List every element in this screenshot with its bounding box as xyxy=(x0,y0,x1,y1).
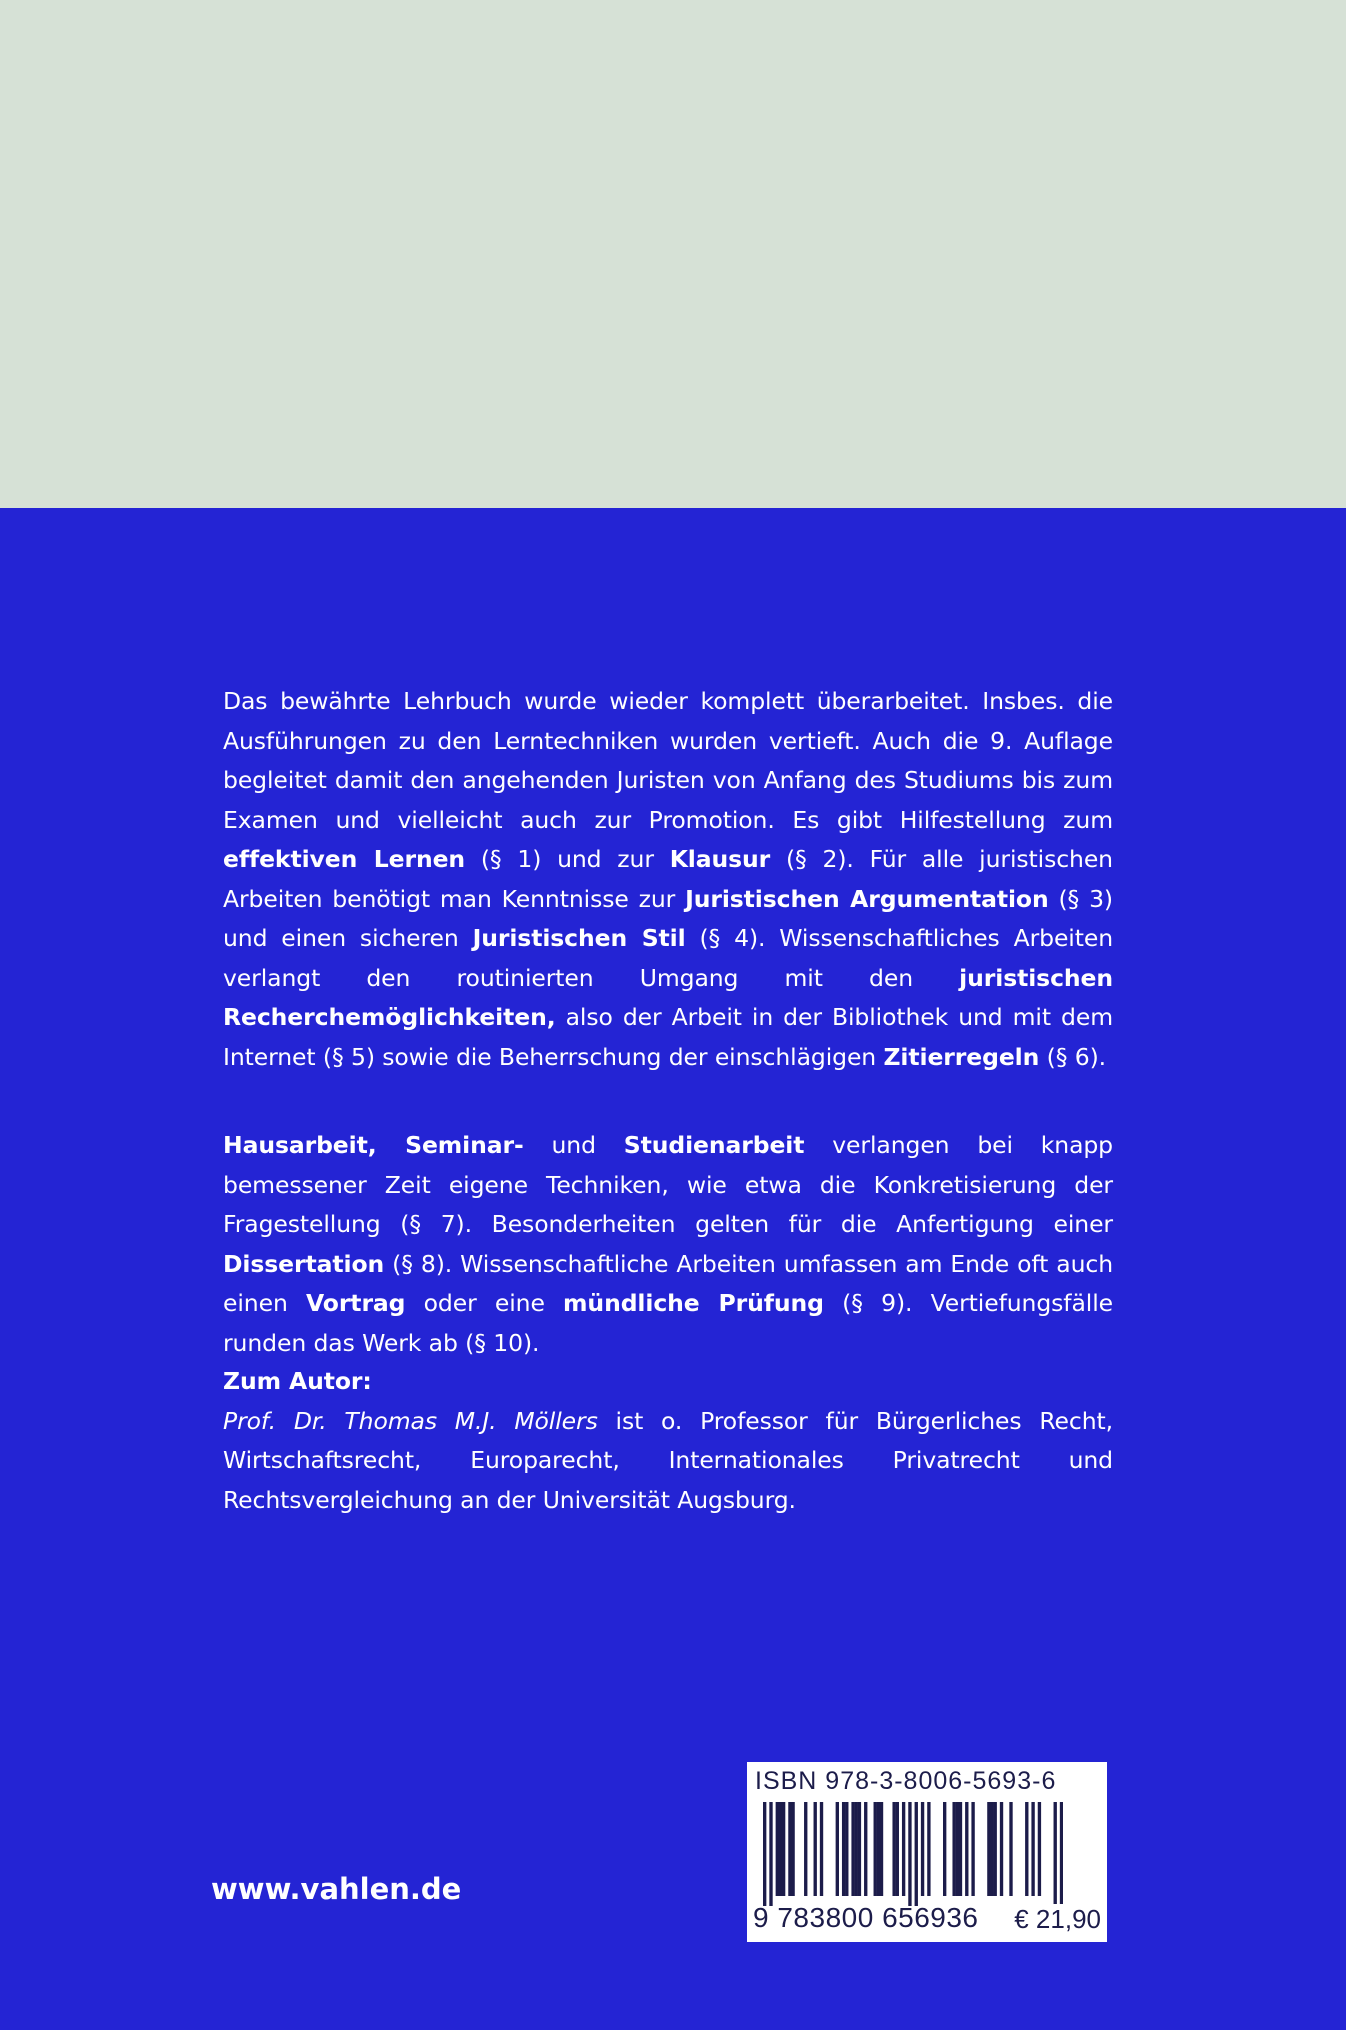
desc-bold-klausur: Klausur xyxy=(669,845,771,873)
barcode-bar xyxy=(971,1802,974,1896)
desc-text: Das bewährte Lehrbuch wurde wieder komplett überarbeitet. Insbes. die Ausführungen zu den Lerntechniken wurden vertieft. Auch die 9. Auflage begleitet damit den angehenden Juristen von Anfang des Studiums bis zum Examen und vielleicht auch zur Promotion. Es gibt Hilfestellung zum xyxy=(223,687,1113,834)
desc-text: also der Arbeit in der Bibliothek und mit dem Internet (§ 5) sowie die Beherrschung der einschlägigen xyxy=(223,1003,1113,1071)
author-section xyxy=(223,1362,1113,1520)
desc-text: oder eine xyxy=(405,1289,564,1317)
desc-bold-zitierregeln: Zitierregeln xyxy=(883,1042,1040,1071)
desc-bold-argumentation: Juristischen Argumentation xyxy=(685,884,1049,913)
barcode-bar xyxy=(921,1802,924,1896)
back-cover-panel xyxy=(0,508,1346,2030)
barcode-bar xyxy=(842,1802,845,1896)
description-paragraph-2 xyxy=(223,1126,1113,1363)
desc-text: (§ 9). Vertiefungsfälle runden das Werk ab (§ 10). xyxy=(223,1289,1113,1357)
barcode-bar xyxy=(1038,1802,1041,1896)
barcode-bar xyxy=(763,1802,766,1906)
barcode-bar xyxy=(769,1802,772,1906)
desc-text: (§ 6). xyxy=(1039,1042,1107,1071)
desc-bold-studienarbeit: Studienarbeit xyxy=(623,1131,805,1159)
isbn-label: ISBN 978-3-8006-5693-6 xyxy=(755,1767,1057,1795)
barcode-bar xyxy=(1060,1802,1063,1906)
desc-text: verlangen bei knapp bemessener Zeit eigene Techniken, wie etwa die Konkretisierung der Fragestellung (§ 7). Besonderheiten gelten für die Anfertigung einer xyxy=(223,1131,1113,1238)
desc-text: (§ 3) und einen sicheren xyxy=(223,884,1113,952)
author-heading: Zum Autor: xyxy=(223,1367,372,1395)
isbn-barcode xyxy=(747,1762,1107,1942)
barcode-bar xyxy=(990,1802,993,1896)
barcode-bar xyxy=(814,1802,817,1896)
barcode-bars xyxy=(763,1802,1063,1906)
barcode-bar xyxy=(782,1802,785,1896)
barcode-bar xyxy=(1031,1802,1034,1896)
barcode-bar xyxy=(851,1802,854,1896)
desc-bold-pruefung: mündliche Prüfung xyxy=(563,1289,824,1317)
desc-bold-vortrag: Vortrag xyxy=(305,1289,406,1317)
desc-text: (§ 4). Wissenschaftliches Arbeiten verlangt den routinierten Umgang mit den xyxy=(223,924,1114,992)
barcode-bar xyxy=(776,1802,779,1896)
barcode-bar xyxy=(845,1802,848,1896)
top-color-band xyxy=(0,0,1346,508)
barcode-bar xyxy=(892,1802,895,1896)
desc-bold-effektiven-lernen: effektiven Lernen xyxy=(223,845,466,873)
desc-text: (§ 1) und zur xyxy=(465,845,670,873)
barcode-bar xyxy=(915,1802,918,1906)
barcode-bar xyxy=(788,1802,791,1896)
desc-bold-dissertation: Dissertation xyxy=(223,1249,385,1278)
barcode-bar xyxy=(902,1802,905,1896)
barcode-bar xyxy=(858,1802,861,1896)
barcode-bar xyxy=(1000,1802,1003,1896)
barcode-bar xyxy=(880,1802,883,1896)
barcode-bar xyxy=(959,1802,962,1896)
barcode-bar xyxy=(864,1802,867,1896)
desc-bold-hausarbeit: Hausarbeit, Seminar- xyxy=(223,1131,524,1159)
author-name: Prof. Dr. Thomas M.J. Möllers xyxy=(223,1406,598,1435)
desc-text: (§ 8). Wissenschaftliche Arbeiten umfassen am Ende oft auch einen xyxy=(223,1249,1113,1317)
barcode-bar xyxy=(952,1802,955,1896)
barcode-bar xyxy=(791,1802,794,1896)
barcode-bar xyxy=(820,1802,823,1896)
barcode-bar xyxy=(836,1802,839,1896)
barcode-bar xyxy=(927,1802,930,1896)
barcode-bar xyxy=(908,1802,911,1906)
barcode-bar xyxy=(874,1802,877,1896)
author-bio: ist o. Professor für Bürgerliches Recht, Wirtschaftsrecht, Europarecht, Internationales Privatrecht und Rechtsvergleichung an der Universität Augsburg. xyxy=(223,1406,1113,1514)
desc-bold-stil: Juristischen Stil xyxy=(472,924,686,952)
barcode-bar xyxy=(855,1802,858,1896)
barcode-bar xyxy=(1009,1802,1012,1896)
desc-text: (§ 2). Für alle juristischen Arbeiten benötigt man Kenntnisse zur xyxy=(223,845,1113,913)
price-label: € 21,90 xyxy=(1010,1904,1101,1935)
barcode-bar xyxy=(877,1802,880,1896)
ean-digits: 9 783800 656936 xyxy=(753,1902,979,1933)
publisher-website: www.vahlen.de xyxy=(211,1872,462,1906)
barcode-bar xyxy=(987,1802,990,1896)
barcode-bar xyxy=(779,1802,782,1896)
barcode-bar xyxy=(1054,1802,1057,1906)
description-paragraph-1 xyxy=(223,682,1113,1077)
desc-text: und xyxy=(523,1131,624,1159)
barcode-bar xyxy=(896,1802,899,1896)
barcode-bar xyxy=(943,1802,946,1896)
barcode-bar xyxy=(804,1802,807,1896)
barcode-bar xyxy=(994,1802,997,1896)
desc-bold-recherche: juristischen Recherchemöglichkeiten, xyxy=(223,963,1113,1031)
barcode-bar xyxy=(956,1802,959,1896)
barcode-bar xyxy=(965,1802,968,1896)
barcode-bar xyxy=(1025,1802,1028,1896)
